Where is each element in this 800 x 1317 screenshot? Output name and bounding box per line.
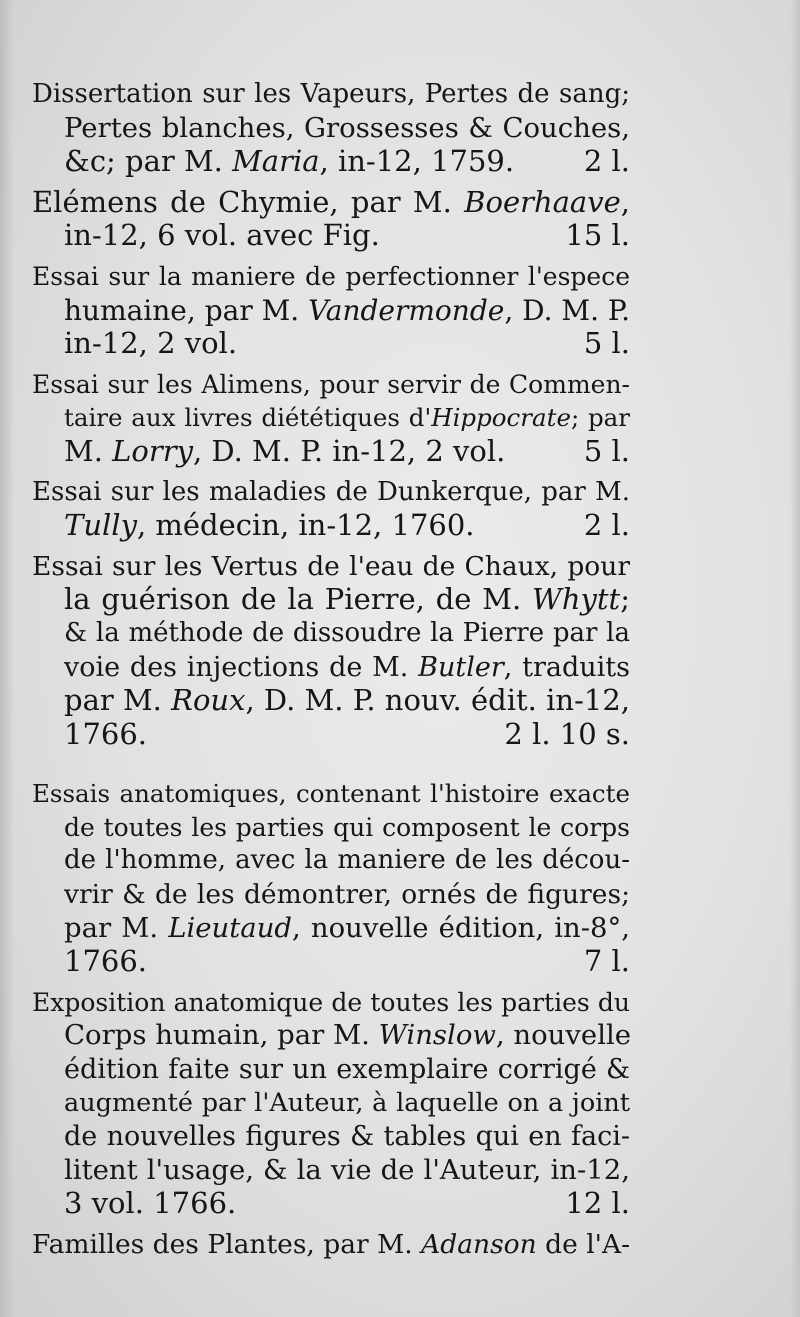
entry-line: in-12, 2 vol. xyxy=(64,326,238,361)
catalog-entry xyxy=(32,260,630,361)
entry-line: Essais anatomiques, contenant l'histoire exacte xyxy=(32,779,630,809)
entry-line: vrir & de les démontrer, ornés de figures; xyxy=(64,879,630,911)
entry-line: &c; par M. Maria, in-12, 1759. xyxy=(64,144,515,179)
catalog-entry xyxy=(32,1228,630,1262)
entry-line: & la méthode de dissoudre la Pierre par la xyxy=(64,617,630,648)
entry-line: in-12, 6 vol. avec Fig. xyxy=(64,218,380,253)
catalog-entry xyxy=(32,550,630,752)
catalog-entry xyxy=(32,777,630,979)
entry-line: de l'homme, avec la maniere de les décou- xyxy=(64,845,630,876)
entry-line: Essai sur les Alimens, pour servir de Commen- xyxy=(32,369,630,399)
catalog-entry xyxy=(32,78,630,179)
entry-line: par M. Lieutaud, nouvelle édition, in-8°, xyxy=(64,911,630,944)
entry-price: 15 l. xyxy=(565,218,630,253)
entry-price: 2 l. xyxy=(583,508,630,543)
entry-line: Essai sur les maladies de Dunkerque, par M. xyxy=(32,476,630,507)
entry-price: 5 l. xyxy=(583,433,630,468)
entry-line: par M. Roux, D. M. P. nouv. édit. in-12, xyxy=(64,683,630,718)
entry-line: de toutes les parties qui composent le corps xyxy=(64,812,630,842)
entry-line: humaine, par M. Vandermonde, D. M. P. xyxy=(64,293,630,327)
entry-price: 2 l. xyxy=(583,144,630,179)
catalog-entry xyxy=(32,986,630,1221)
entry-price: 5 l. xyxy=(583,326,630,361)
entry-line: la guérison de la Pierre, de M. Whytt; xyxy=(64,582,630,617)
entry-price: 12 l. xyxy=(565,1186,630,1221)
entry-line: Essai sur la maniere de perfectionner l'espece xyxy=(32,261,630,291)
entry-line: de nouvelles figures & tables qui en faci- xyxy=(64,1121,630,1153)
entry-line: Tully, médecin, in-12, 1760. xyxy=(64,508,475,543)
entry-line: Elémens de Chymie, par M. Boerhaave, xyxy=(32,184,630,219)
entry-line: Familles des Plantes, par M. Adanson de l'A- xyxy=(32,1229,631,1260)
entry-line: voie des injections de M. Butler, traduits xyxy=(64,651,630,683)
catalog-entry xyxy=(32,476,630,543)
entry-line: Exposition anatomique de toutes les parties du xyxy=(32,987,630,1017)
entry-line: 1766. xyxy=(64,716,148,751)
entry-price: 2 l. 10 s. xyxy=(504,716,630,751)
entry-line: Corps humain, par M. Winslow, nouvelle xyxy=(64,1019,632,1052)
entry-line: Pertes blanches, Grossesses & Couches, xyxy=(64,111,630,144)
entry-line: 3 vol. 1766. xyxy=(64,1186,237,1221)
entry-line: augmenté par l'Auteur, à laquelle on a joint xyxy=(64,1087,630,1118)
entry-line: édition faite sur un exemplaire corrigé & xyxy=(64,1054,630,1086)
entry-line: Essai sur les Vertus de l'eau de Chaux, pour xyxy=(32,550,630,582)
entry-line: taire aux livres diététiques d'Hippocrate; par xyxy=(64,403,631,433)
entry-line: Dissertation sur les Vapeurs, Pertes de sang; xyxy=(32,79,630,109)
entry-price: 7 l. xyxy=(583,944,630,979)
entry-line: M. Lorry, D. M. P. in-12, 2 vol. xyxy=(64,433,506,468)
entry-line: litent l'usage, & la vie de l'Auteur, in-12, xyxy=(64,1153,630,1186)
catalog-entry xyxy=(32,368,630,469)
catalog-entry xyxy=(32,186,630,253)
entry-line: 1766. xyxy=(64,944,148,979)
